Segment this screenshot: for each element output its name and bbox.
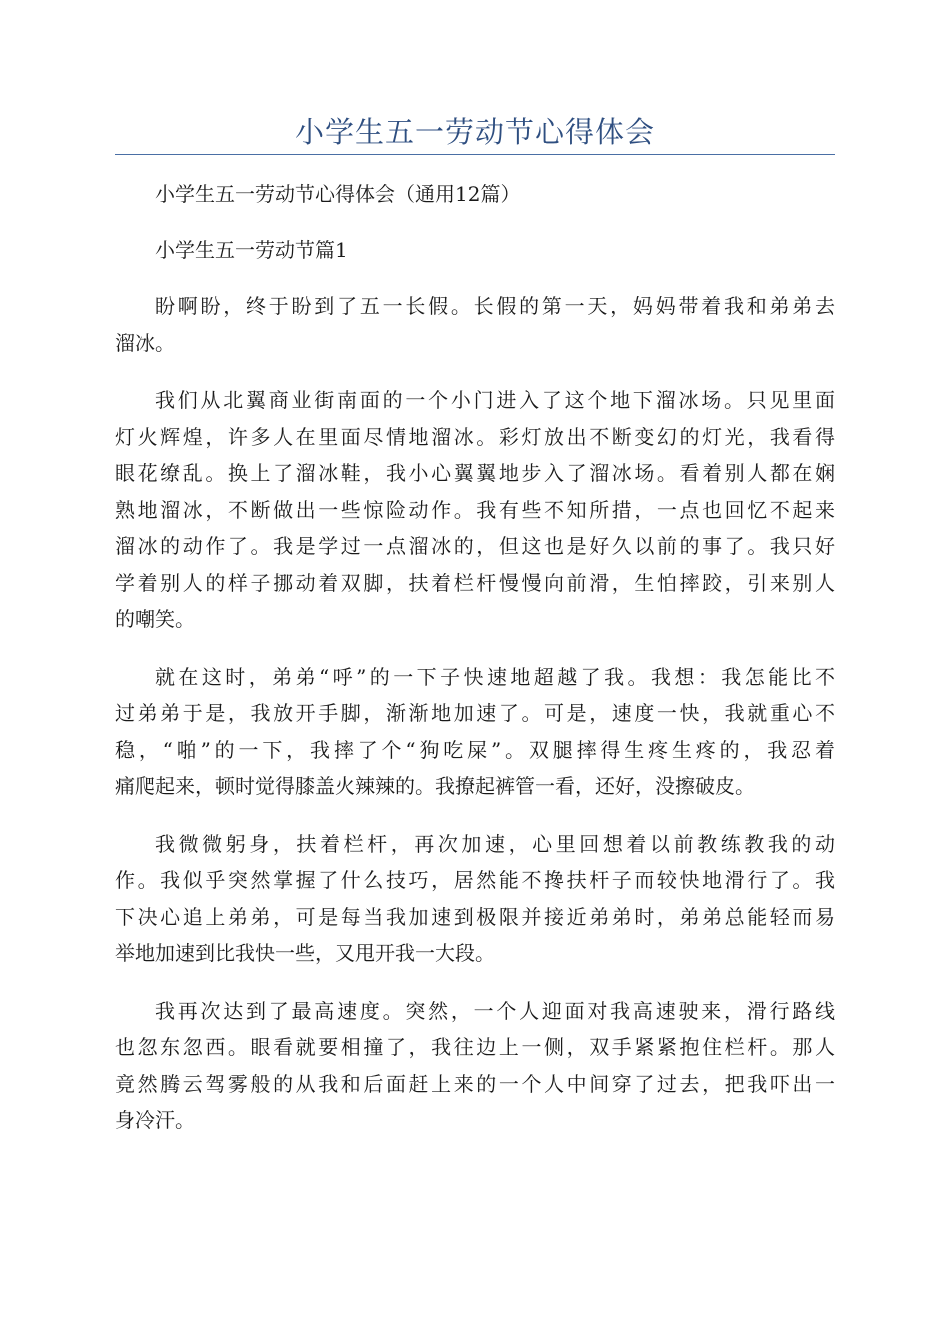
document-page — [115, 0, 835, 1132]
paragraph — [115, 826, 835, 972]
paragraph-line: 我再次达到了最高速度。突然，一个人迎面对我高速驶来，滑行路线 — [155, 998, 835, 1023]
paragraph-line: 盼啊盼，终于盼到了五一长假。长假的第一天，妈妈带着我和弟弟去 — [155, 294, 835, 318]
paragraph-line: 痛爬起来，顿时觉得膝盖火辣辣的。我撩起裤管一看，还好，没擦破皮。 — [115, 774, 755, 798]
document-title: 小学生五一劳动节心得体会 — [294, 115, 655, 149]
paragraph-line: 熟地溜冰，不断做出一些惊险动作。我有些不知所措，一点也回忆不起来 — [115, 497, 835, 522]
paragraph-line: 学着别人的样子挪动着双脚，扶着栏杆慢慢向前滑，生怕摔跤，引来别人 — [115, 570, 835, 595]
paragraph-line: 的嘲笑。 — [115, 607, 195, 631]
paragraph-line: 稳，“啪”的一下，我摔了个“狗吃屎”。双腿摔得生疼生疼的，我忍着 — [115, 737, 835, 762]
paragraph-line: 过弟弟于是，我放开手脚，渐渐地加速了。可是，速度一快，我就重心不 — [115, 701, 835, 725]
document-body — [115, 288, 835, 1160]
paragraph-line: 竟然腾云驾雾般的从我和后面赶上来的一个人中间穿了过去，把我吓出一 — [115, 1071, 835, 1096]
document-subtitle: 小学生五一劳动节心得体会（通用12篇） — [155, 182, 521, 206]
paragraph-line: 下决心追上弟弟，可是每当我加速到极限并接近弟弟时，弟弟总能轻而易 — [115, 904, 835, 929]
paragraph — [115, 382, 835, 638]
paragraph — [115, 288, 835, 361]
paragraph-line: 举地加速到比我快一些，又甩开我一大段。 — [115, 941, 495, 965]
title-divider — [115, 154, 835, 155]
paragraph-line: 作。我似乎突然掌握了什么技巧，居然能不搀扶杆子而较快地滑行了。我 — [115, 868, 835, 892]
paragraph-line: 我微微躬身，扶着栏杆，再次加速，心里回想着以前教练教我的动 — [155, 831, 835, 856]
paragraph-line: 就在这时，弟弟“呼”的一下子快速地超越了我。我想：我怎能比不 — [155, 664, 835, 689]
paragraph-line: 我们从北翼商业街南面的一个小门进入了这个地下溜冰场。只见里面 — [155, 388, 835, 412]
section-title: 小学生五一劳动节篇1 — [155, 238, 348, 262]
paragraph — [115, 659, 835, 805]
paragraph-line: 也忽东忽西。眼看就要相撞了，我往边上一侧，双手紧紧抱住栏杆。那人 — [115, 1035, 835, 1059]
paragraph-line: 灯火辉煌，许多人在里面尽情地溜冰。彩灯放出不断变幻的灯光，我看得 — [115, 424, 835, 449]
paragraph-line: 眼花缭乱。换上了溜冰鞋，我小心翼翼地步入了溜冰场。看着别人都在娴 — [115, 461, 835, 485]
paragraph-line: 溜冰的动作了。我是学过一点溜冰的，但这也是好久以前的事了。我只好 — [115, 534, 835, 558]
paragraph-line: 溜冰。 — [115, 330, 175, 355]
paragraph-line: 身冷汗。 — [115, 1108, 195, 1132]
paragraph — [115, 993, 835, 1139]
